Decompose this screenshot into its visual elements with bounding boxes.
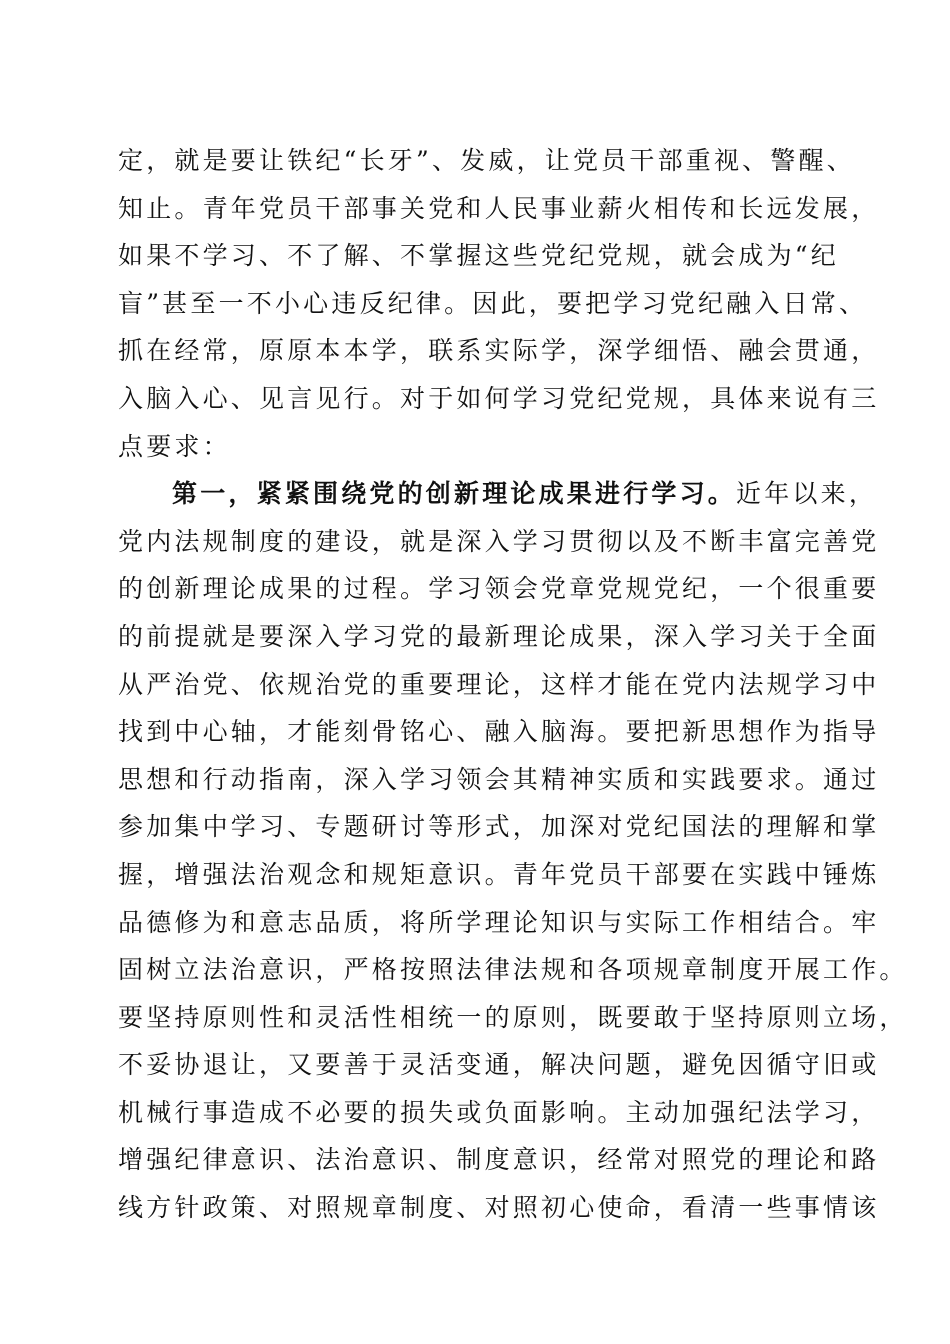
paragraph-2 xyxy=(118,470,908,1232)
text-line: 固树立法治意识，严格按照法律法规和各项规章制度开展工作。 xyxy=(118,955,908,985)
text-line: 增强纪律意识、法治意识、制度意识，经常对照党的理论和路 xyxy=(118,1145,880,1175)
text-line: 点要求： xyxy=(118,431,231,461)
paragraph-1 xyxy=(118,137,880,470)
text-line: 从严治党、依规治党的重要理论，这样才能在党内法规学习中 xyxy=(118,669,880,699)
text-line: 机械行事造成不必要的损失或负面影响。主动加强纪法学习， xyxy=(118,1097,880,1127)
text-line: 找到中心轴，才能刻骨铭心、融入脑海。要把新思想作为指导 xyxy=(118,717,880,747)
document-body xyxy=(118,137,908,1232)
text-line: 盲”甚至一不小心违反纪律。因此，要把学习党纪融入日常、 xyxy=(118,288,868,318)
paragraph-first-line xyxy=(118,470,878,518)
paragraph-heading: 第一，紧紧围绕党的创新理论成果进行学习。 xyxy=(172,479,737,509)
text-line: 要坚持原则性和灵活性相统一的原则，既要敢于坚持原则立场， xyxy=(118,1002,908,1032)
text-line: 知止。青年党员干部事关党和人民事业薪火相传和长远发展， xyxy=(118,193,880,223)
text-line: 定，就是要让铁纪“长牙”、发威，让党员干部重视、警醒、 xyxy=(118,146,855,175)
text-line: 的前提就是要深入学习党的最新理论成果，深入学习关于全面 xyxy=(118,621,880,651)
text-line: 党内法规制度的建设，就是深入学习贯彻以及不断丰富完善党 xyxy=(118,526,880,556)
text-line: 不妥协退让，又要善于灵活变通，解决问题，避免因循守旧或 xyxy=(118,1050,880,1080)
text-line: 入脑入心、见言见行。对于如何学习党纪党规，具体来说有三 xyxy=(118,383,880,413)
text-fragment: 近年以来， xyxy=(736,479,878,509)
text-line: 如果不学习、不了解、不掌握这些党纪党规，就会成为“纪 xyxy=(118,241,839,271)
text-line: 思想和行动指南，深入学习领会其精神实质和实践要求。通过 xyxy=(118,764,880,794)
text-line: 品德修为和意志品质，将所学理论知识与实际工作相结合。牢 xyxy=(118,907,880,937)
text-line: 参加集中学习、专题研讨等形式，加深对党纪国法的理解和掌 xyxy=(118,812,880,842)
text-line: 握，增强法治观念和规矩意识。青年党员干部要在实践中锤炼 xyxy=(118,859,880,889)
text-line: 线方针政策、对照规章制度、对照初心使命，看清一些事情该 xyxy=(118,1193,880,1223)
text-line: 抓在经常，原原本本学，联系实际学，深学细悟、融会贯通， xyxy=(118,336,880,366)
text-line: 的创新理论成果的过程。学习领会党章党规党纪，一个很重要 xyxy=(118,574,880,604)
